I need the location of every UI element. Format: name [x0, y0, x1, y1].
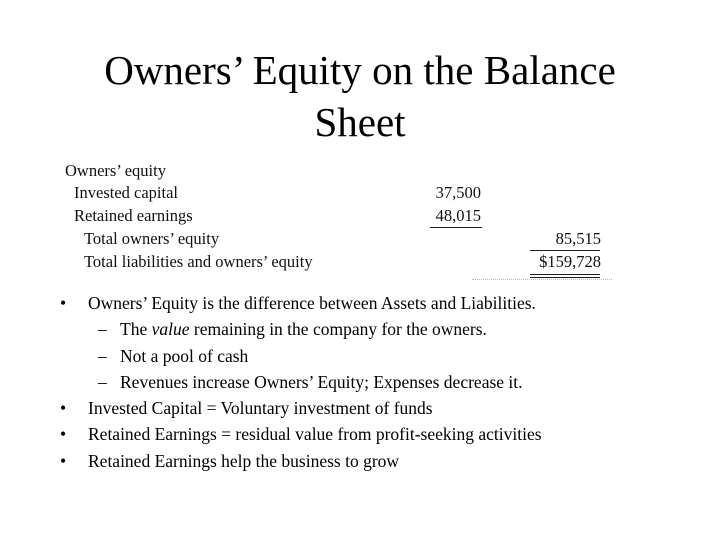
sheet-row	[60, 228, 620, 250]
slide-title: Owners’ Equity on the Balance Sheet	[104, 47, 616, 145]
bullet-marker: •	[60, 424, 67, 445]
bullet-list	[60, 290, 710, 474]
sheet-row-label: Invested capital	[74, 183, 178, 202]
dash-marker: –	[98, 345, 107, 366]
bullet-item	[60, 395, 710, 421]
sheet-row-label: Retained earnings	[74, 206, 193, 225]
double-rule-bottom	[530, 277, 600, 278]
sheet-row	[60, 251, 620, 273]
sheet-row-total: 85,515	[555, 229, 601, 248]
sheet-heading-row	[60, 160, 620, 182]
sheet-row-total: $159,728	[539, 252, 601, 271]
balance-sheet-excerpt	[60, 160, 620, 285]
sheet-row-amount: 37,500	[435, 183, 481, 202]
bullet-text: Retained Earnings help the business to grow	[88, 450, 400, 471]
scan-artifact-line	[472, 279, 612, 280]
bullet-text: Invested Capital = Voluntary investment of funds	[88, 398, 433, 419]
bullet-text-pre: The	[120, 319, 152, 340]
sub-bullet-item	[60, 369, 710, 395]
dash-marker: –	[98, 319, 107, 340]
sheet-row-label: Total liabilities and owners’ equity	[84, 252, 313, 271]
sheet-row	[60, 205, 620, 227]
bullet-text: Retained Earnings = residual value from profit-seeking activities	[88, 424, 542, 445]
bullet-text-emphasis: value	[151, 319, 190, 340]
sheet-row-amount: 48,015	[435, 206, 481, 225]
bullet-item	[60, 421, 710, 447]
dash-marker: –	[98, 371, 107, 392]
sub-bullet-item	[60, 343, 710, 369]
sheet-row	[60, 182, 620, 204]
bullet-item	[60, 448, 710, 474]
bullet-text: Revenues increase Owners’ Equity; Expenses decrease it.	[120, 371, 523, 392]
bullet-marker: •	[60, 398, 67, 419]
bullet-text: Owners’ Equity is the difference between Assets and Liabilities.	[88, 293, 536, 313]
bullet-text-post: remaining in the company for the owners.	[189, 319, 487, 340]
sheet-heading: Owners’ equity	[65, 161, 166, 180]
sub-bullet-item	[60, 316, 710, 342]
bullet-marker: •	[60, 293, 67, 313]
sheet-row-label: Total owners’ equity	[84, 229, 220, 248]
bullet-text: Not a pool of cash	[120, 345, 249, 366]
bullet-item	[60, 290, 710, 316]
double-rule-top	[530, 274, 600, 275]
bullet-marker: •	[60, 450, 67, 471]
